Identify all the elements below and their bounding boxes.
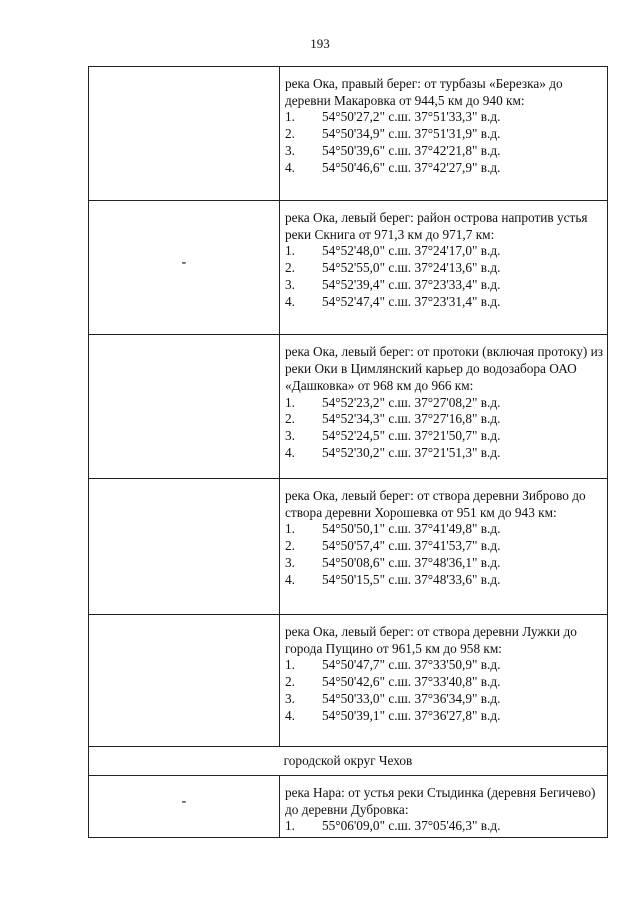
table-body (89, 67, 608, 838)
table-row (89, 479, 608, 615)
coordinate-value: 54°50'47,7" с.ш. 37°33'50,9" в.д. (322, 657, 501, 673)
coordinate-number: 2. (285, 411, 295, 427)
coordinate-item (285, 395, 603, 412)
right-cell (280, 67, 608, 201)
coordinate-item (285, 126, 603, 143)
coordinate-value: 54°50'57,4" с.ш. 37°41'53,7" в.д. (322, 538, 501, 554)
coordinate-number: 3. (285, 428, 295, 444)
section-description: река Нара: от устья реки Стыдинка (деревня Бегичево) до деревни Дубровка: (285, 785, 596, 818)
table-row (89, 201, 608, 335)
coordinate-item (285, 445, 603, 462)
coordinate-item (285, 260, 603, 277)
left-cell (89, 335, 280, 479)
right-cell (280, 335, 608, 479)
dash-mark: - (181, 255, 187, 270)
table-row (89, 67, 608, 201)
coordinate-value: 55°06'09,0" с.ш. 37°05'46,3" в.д. (322, 818, 501, 834)
coordinate-value: 54°52'23,2" с.ш. 37°27'08,2" в.д. (322, 394, 501, 410)
table-row (89, 776, 608, 838)
coordinate-item (285, 109, 603, 126)
coordinate-number: 3. (285, 555, 295, 570)
coordinate-list (285, 521, 603, 588)
coordinate-item (285, 294, 603, 311)
coordinate-item (285, 691, 603, 708)
coordinate-value: 54°52'47,4" с.ш. 37°23'31,4" в.д. (322, 293, 501, 309)
coordinate-number: 2. (285, 674, 295, 690)
section-description: река Ока, левый берег: от протоки (включая протоку) из реки Оки в Цимлянский карьер до водозабора ОАО «Дашковка» от 968 км до 966 км: (285, 344, 604, 394)
coordinate-item (285, 243, 603, 260)
coordinate-item (285, 428, 603, 445)
coordinate-number: 4. (285, 293, 295, 309)
section-description: река Ока, правый берег: от турбазы «Березка» до деревни Макаровка от 944,5 км до 940 км: (285, 76, 563, 109)
coordinate-value: 54°50'50,1" с.ш. 37°41'49,8" в.д. (322, 521, 501, 537)
left-cell (89, 615, 280, 747)
coordinate-value: 54°50'39,1" с.ш. 37°36'27,8" в.д. (322, 707, 501, 723)
coordinate-item (285, 411, 603, 428)
coordinates-table (88, 66, 608, 838)
table-row (89, 335, 608, 479)
district-title: городской округ Чехов (89, 747, 608, 776)
coordinate-item (285, 818, 603, 835)
coordinate-value: 54°52'48,0" с.ш. 37°24'17,0" в.д. (322, 243, 501, 259)
coordinate-list (285, 109, 603, 176)
coordinate-value: 54°50'27,2" с.ш. 37°51'33,3" в.д. (322, 109, 501, 125)
coordinate-number: 2. (285, 538, 295, 554)
coordinate-number: 4. (285, 707, 295, 723)
right-cell (280, 201, 608, 335)
coordinate-value: 54°52'55,0" с.ш. 37°24'13,6" в.д. (322, 260, 501, 276)
coordinate-item (285, 572, 603, 589)
right-cell (280, 615, 608, 747)
district-row (89, 747, 608, 776)
left-cell (89, 67, 280, 201)
coordinate-number: 4. (285, 445, 295, 460)
coordinate-value: 54°50'33,0" с.ш. 37°36'34,9" в.д. (322, 691, 501, 706)
coordinate-number: 1. (285, 394, 295, 410)
coordinate-item (285, 277, 603, 294)
coordinate-number: 1. (285, 657, 295, 673)
coordinate-value: 54°50'15,5" с.ш. 37°48'33,6" в.д. (322, 571, 501, 587)
coordinate-item (285, 160, 603, 177)
coordinate-item (285, 657, 603, 674)
coordinate-number: 2. (285, 126, 295, 142)
coordinate-number: 4. (285, 159, 295, 175)
left-cell (89, 479, 280, 615)
coordinate-value: 54°50'39,6" с.ш. 37°42'21,8" в.д. (322, 143, 501, 158)
coordinate-item (285, 521, 603, 538)
left-cell (89, 776, 280, 838)
coordinate-item (285, 708, 603, 725)
coordinate-number: 1. (285, 243, 295, 259)
coordinate-value: 54°50'42,6" с.ш. 37°33'40,8" в.д. (322, 674, 501, 690)
coordinate-item (285, 674, 603, 691)
coordinate-list (285, 818, 603, 835)
coordinate-list (285, 657, 603, 724)
coordinate-item (285, 143, 603, 160)
coordinate-value: 54°50'34,9" с.ш. 37°51'31,9" в.д. (322, 126, 501, 142)
table-row (89, 615, 608, 747)
coordinate-list (285, 395, 603, 462)
coordinate-value: 54°52'39,4" с.ш. 37°23'33,4" в.д. (322, 277, 501, 292)
coordinate-list (285, 243, 603, 310)
section-description: река Ока, левый берег: от створа деревни Лужки до города Пущино от 961,5 км до 958 км: (285, 624, 577, 657)
coordinate-item (285, 555, 603, 572)
coordinate-number: 1. (285, 109, 295, 125)
left-cell (89, 201, 280, 335)
coordinate-value: 54°52'30,2" с.ш. 37°21'51,3" в.д. (322, 445, 501, 460)
coordinate-item (285, 538, 603, 555)
coordinate-number: 3. (285, 691, 295, 706)
page-number: 193 (310, 36, 330, 51)
coordinate-value: 54°52'24,5" с.ш. 37°21'50,7" в.д. (322, 428, 501, 444)
coordinate-number: 3. (285, 143, 295, 158)
coordinate-value: 54°50'46,6" с.ш. 37°42'27,9" в.д. (322, 159, 501, 175)
right-cell (280, 776, 608, 838)
coordinate-number: 2. (285, 260, 295, 276)
coordinate-number: 4. (285, 571, 295, 587)
section-description: река Ока, левый берег: район острова напротив устья реки Скнига от 971,3 км до 971,7 км: (285, 210, 588, 243)
coordinate-value: 54°52'34,3" с.ш. 37°27'16,8" в.д. (322, 411, 501, 427)
coordinate-number: 1. (285, 818, 295, 834)
right-cell (280, 479, 608, 615)
coordinate-value: 54°50'08,6" с.ш. 37°48'36,1" в.д. (322, 555, 501, 570)
coordinate-number: 3. (285, 277, 295, 292)
coordinate-number: 1. (285, 521, 295, 537)
dash-mark: - (181, 794, 187, 809)
section-description: река Ока, левый берег: от створа деревни Зиброво до створа деревни Хорошевка от 951 км до 943 км: (285, 488, 586, 521)
